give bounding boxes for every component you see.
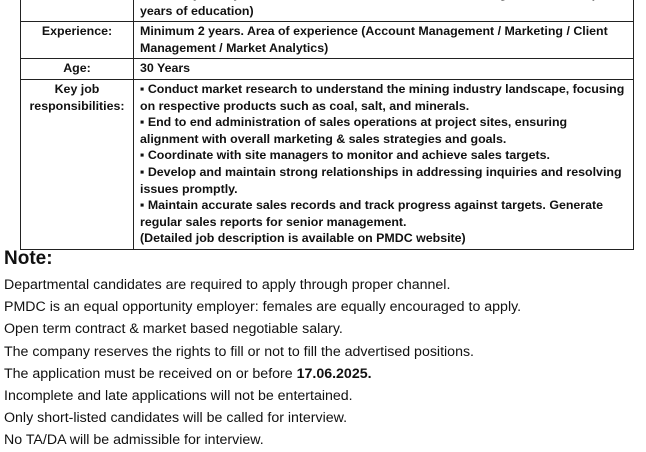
responsibilities-list [134, 79, 634, 249]
age-value: 30 Years [134, 59, 634, 80]
note-line: The company reserves the rights to fill or not to fill the advertised positions. [4, 343, 474, 360]
qualification-label-cell [21, 0, 134, 22]
note-line: Departmental candidates are required to apply through proper channel. [4, 277, 451, 293]
responsibility-item: ▪ Maintain accurate sales records and track progress against targets. Generate regular sales reports for senior management. [140, 198, 604, 229]
age-label: Age: [21, 59, 134, 80]
responsibilities-row [21, 79, 634, 249]
responsibility-item: ▪ Coordinate with site managers to monitor and achieve sales targets. [140, 148, 550, 163]
responsibility-item: ▪ Develop and maintain strong relationships in addressing inquiries and resolving issues promptly. [140, 164, 622, 196]
experience-label: Experience: [21, 22, 134, 59]
experience-value: Minimum 2 years. Area of experience (Account Management / Marketing / Client Management / Market Analytics) [134, 22, 634, 59]
note-line: Only short-listed candidates will be called for interview. [4, 410, 348, 427]
age-row [21, 59, 634, 80]
requirements-table [20, 0, 634, 250]
note-line: No TA/DA will be admissible for interview. [4, 432, 264, 449]
responsibilities-label: Key job responsibilities: [21, 79, 134, 249]
note-line: Incomplete and late applications will not be entertained. [4, 387, 353, 404]
deadline-date: 17.06.2025. [296, 365, 372, 382]
responsibility-item: ▪ End to end administration of sales operations at project sites, ensuring alignment with overall marketing & sales strategies and goals. [140, 115, 568, 146]
deadline-line [4, 363, 644, 385]
qualification-row [21, 0, 634, 22]
responsibility-item: ▪ Conduct market research to understand the mining industry landscape, focusing on respective products such as coal, salt, and minerals. [140, 81, 625, 113]
qualification-value: years of education) [134, 0, 634, 22]
note-list [4, 274, 644, 452]
note-line: Open term contract & market based negotiable salary. [4, 321, 343, 338]
job-description-reference: (Detailed job description is available on PMDC website) [140, 231, 466, 246]
note-heading: Note: [4, 248, 53, 269]
experience-row [21, 22, 634, 59]
note-line: PMDC is an equal opportunity employer: females are equally encouraged to apply. [4, 299, 522, 316]
deadline-text: The application must be received on or before [4, 365, 297, 382]
